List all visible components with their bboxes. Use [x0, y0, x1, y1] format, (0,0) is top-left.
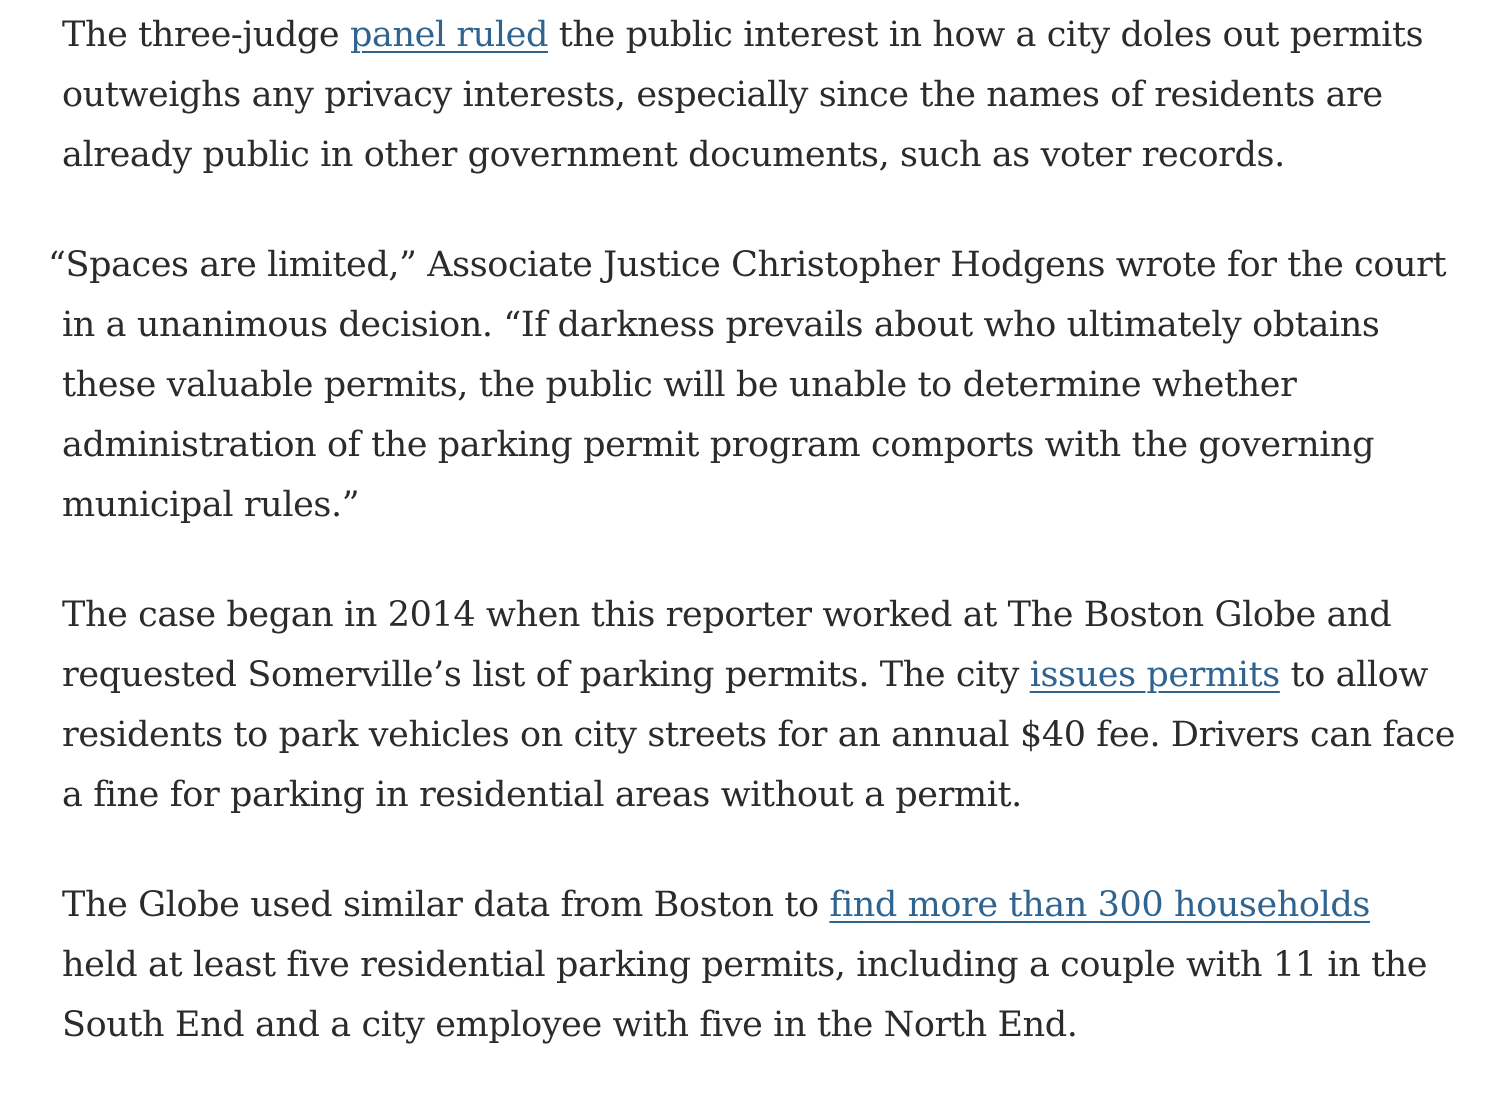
text-line: The three-judge panel ruled the public interest in how a city doles out permits [62, 15, 1424, 55]
paragraph-globe-data [62, 875, 1462, 1055]
text-line: these valuable permits, the public will be unable to determine whether [62, 365, 1297, 405]
text-line: residents to park vehicles on city streets for an annual $40 fee. Drivers can face [62, 715, 1456, 755]
text-line: held at least five residential parking permits, including a couple with 11 in the [62, 945, 1428, 985]
text-line: in a unanimous decision. “If darkness prevails about who ultimately obtains [62, 305, 1380, 345]
text-line: already public in other government documents, such as voter records. [62, 135, 1285, 175]
paragraph-panel-ruling [62, 0, 1462, 185]
text-line: The Globe used similar data from Boston to find more than 300 households [62, 885, 1370, 925]
text-line: outweighs any privacy interests, especially since the names of residents are [62, 75, 1383, 115]
paragraph-quote [48, 235, 1462, 535]
text-line: a fine for parking in residential areas without a permit. [62, 775, 1022, 815]
find-households-link[interactable]: find more than 300 households [829, 885, 1370, 925]
paragraph-case-background [62, 585, 1462, 825]
text-line: “Spaces are limited,” Associate Justice Christopher Hodgens wrote for the court [48, 245, 1447, 285]
text-line: municipal rules.” [62, 485, 360, 525]
text-line: South End and a city employee with five in the North End. [62, 1005, 1078, 1045]
issues-permits-link[interactable]: issues permits [1029, 655, 1280, 695]
article-body [48, 0, 1462, 1055]
text-line: The case began in 2014 when this reporter worked at The Boston Globe and [62, 595, 1392, 635]
text-line: administration of the parking permit program comports with the governing [62, 425, 1375, 465]
panel-ruled-link[interactable]: panel ruled [349, 15, 548, 55]
text-line: requested Somerville’s list of parking permits. The city issues permits to allow [62, 655, 1428, 695]
